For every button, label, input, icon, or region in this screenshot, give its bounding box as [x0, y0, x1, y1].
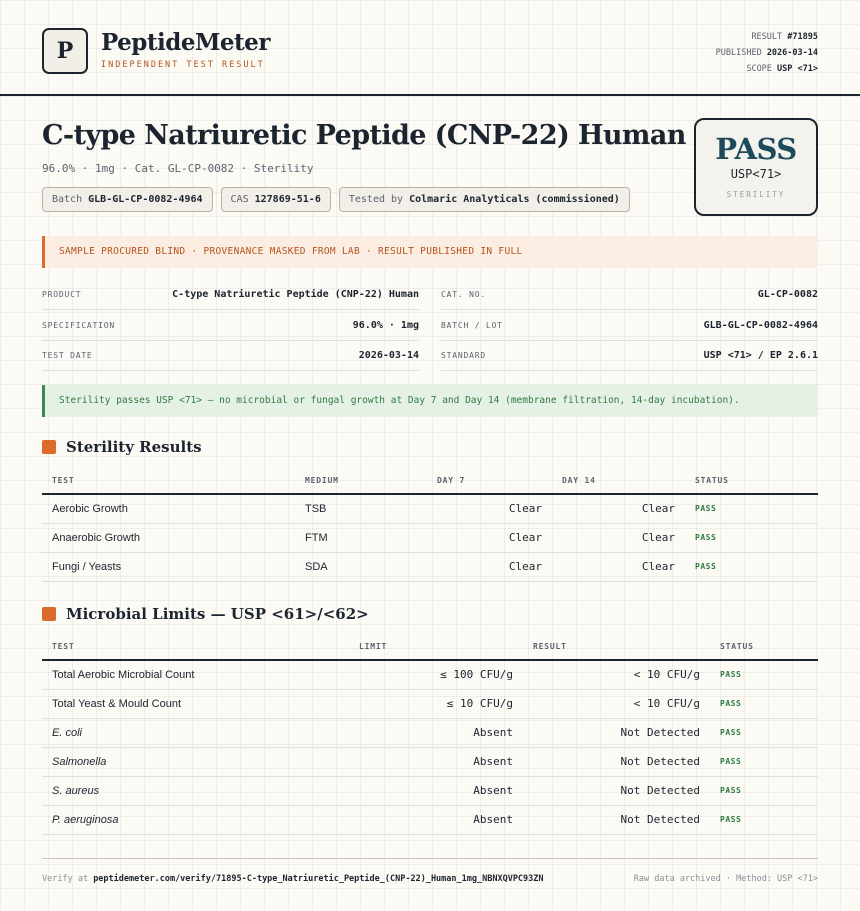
microbial-table — [42, 634, 818, 835]
status-badge: PASS — [710, 660, 818, 689]
status-badge: PASS — [710, 689, 818, 718]
stamp-standard: USP<71> — [730, 167, 782, 181]
col-day7: DAY 7 — [427, 468, 552, 494]
info-batch-lot: BATCH / LOT GLB-GL-CP-0082-4964 — [441, 311, 818, 341]
col-result: RESULT — [523, 634, 710, 660]
info-test-date: TEST DATE 2026-03-14 — [42, 341, 419, 371]
table-row: S. aureus Absent Not Detected PASS — [42, 776, 818, 805]
table-row: Total Yeast & Mould Count ≤ 10 CFU/g < 10 CFU/g PASS — [42, 689, 818, 718]
brand-logo: P — [42, 28, 88, 74]
stamp-result: PASS — [715, 132, 797, 166]
report-header — [0, 0, 860, 96]
table-row: E. coli Absent Not Detected PASS — [42, 718, 818, 747]
meta-scope: SCOPE USP <71> — [746, 64, 818, 74]
table-row: P. aeruginosa Absent Not Detected PASS — [42, 805, 818, 834]
table-row: Salmonella Absent Not Detected PASS — [42, 747, 818, 776]
pass-stamp — [694, 118, 818, 216]
tested-by-chip: Tested by Colmaric Analyticals (commissioned) — [339, 187, 630, 212]
brand-name: PeptideMeter — [101, 29, 270, 56]
sterility-section-header — [42, 438, 202, 456]
status-badge: PASS — [685, 494, 818, 523]
microbial-section-header — [42, 605, 369, 623]
table-row: Anaerobic Growth FTM Clear Clear PASS — [42, 523, 818, 552]
section-marker-icon — [42, 440, 56, 454]
section-marker-icon — [42, 607, 56, 621]
col-status: STATUS — [710, 634, 818, 660]
sterility-table — [42, 468, 818, 582]
page-title: C-type Natriuretic Peptide (CNP-22) Human — [42, 120, 686, 151]
col-test: TEST — [42, 634, 349, 660]
archive-note: Raw data archived · Method: USP <71> — [633, 873, 818, 884]
info-standard: STANDARD USP <71> / EP 2.6.1 — [441, 341, 818, 371]
table-row: Total Aerobic Microbial Count ≤ 100 CFU/g < 10 CFU/g PASS — [42, 660, 818, 689]
col-test: TEST — [42, 468, 295, 494]
table-header-row — [42, 468, 818, 494]
blind-sample-banner: SAMPLE PROCURED BLIND · PROVENANCE MASKED FROM LAB · RESULT PUBLISHED IN FULL — [42, 236, 818, 268]
report-meta — [716, 29, 818, 77]
col-day14: DAY 14 — [552, 468, 685, 494]
table-row: Aerobic Growth TSB Clear Clear PASS — [42, 494, 818, 523]
page-subtitle: 96.0% · 1mg · Cat. GL-CP-0082 · Sterility — [42, 162, 314, 175]
sterility-section-title: Sterility Results — [66, 438, 202, 456]
cas-chip: CAS 127869-51-6 — [221, 187, 331, 212]
microbial-section-title: Microbial Limits — USP <61>/<62> — [66, 605, 369, 623]
table-row: Fungi / Yeasts SDA Clear Clear PASS — [42, 552, 818, 581]
meta-published: PUBLISHED 2026-03-14 — [715, 48, 818, 58]
summary-banner: Sterility passes USP <71> — no microbial or fungal growth at Day 7 and Day 14 (membrane filtration, 14-day incubation). — [42, 385, 818, 417]
chip-row — [42, 187, 630, 212]
meta-result: RESULT #71895 — [751, 32, 818, 42]
col-status: STATUS — [685, 468, 818, 494]
status-badge: PASS — [710, 718, 818, 747]
batch-chip: Batch GLB-GL-CP-0082-4964 — [42, 187, 213, 212]
report-footer — [42, 858, 818, 898]
info-product: PRODUCT C-type Natriuretic Peptide (CNP-22) Human — [42, 280, 419, 310]
stamp-category: STERILITY — [726, 190, 786, 199]
info-cat-no: CAT. NO. GL-CP-0082 — [441, 280, 818, 310]
info-specification: SPECIFICATION 96.0% · 1mg — [42, 311, 419, 341]
col-medium: MEDIUM — [295, 468, 427, 494]
col-limit: LIMIT — [349, 634, 523, 660]
brand-tagline: INDEPENDENT TEST RESULT — [101, 60, 265, 70]
verify-line: Verify at peptidemeter.com/verify/71895-C-type_Natriuretic_Peptide_(CNP-22)_Human_1mg_NBNXQVPC93ZN — [42, 873, 544, 884]
status-badge: PASS — [710, 776, 818, 805]
status-badge: PASS — [710, 805, 818, 834]
status-badge: PASS — [685, 523, 818, 552]
status-badge: PASS — [710, 747, 818, 776]
table-header-row — [42, 634, 818, 660]
verify-link[interactable]: peptidemeter.com/verify/71895-C-type_Natriuretic_Peptide_(CNP-22)_Human_1mg_NBNXQVPC93ZN — [93, 873, 544, 884]
status-badge: PASS — [685, 552, 818, 581]
